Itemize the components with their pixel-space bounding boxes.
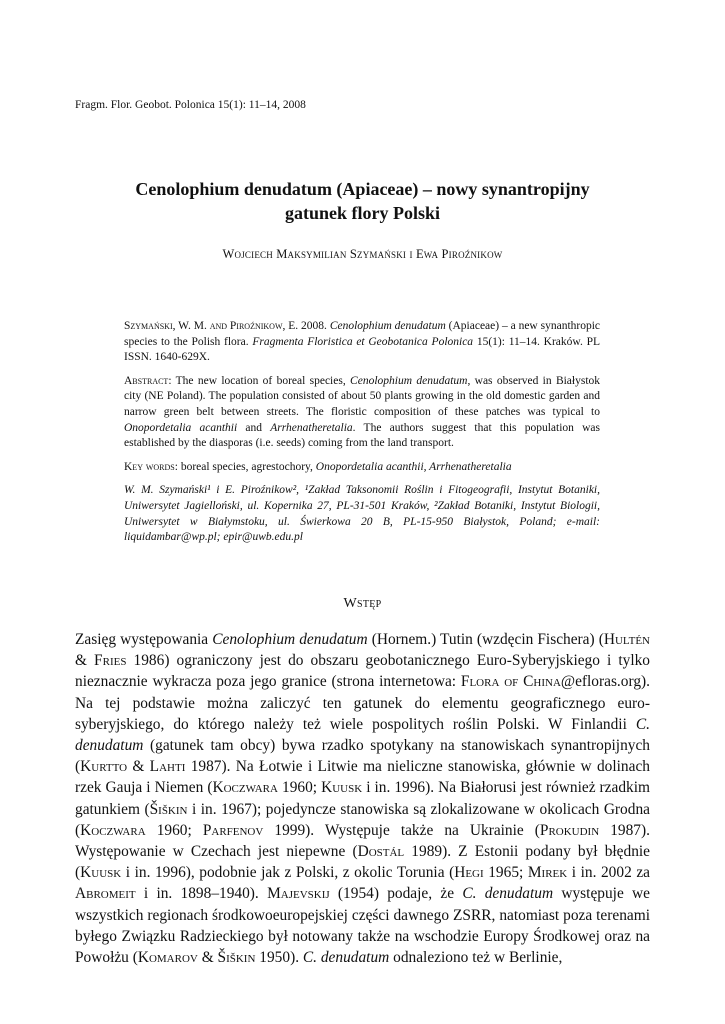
citation-author: Koczwara <box>80 821 146 839</box>
citation-author: Hultén & Fries <box>75 631 650 670</box>
body-text: i in. 2002 za <box>571 864 650 882</box>
citation-author: Komarov & Šiškin <box>137 949 256 967</box>
body-text: 1987). Na Łotwie i Litwie ma nieliczne stanowiska, głównie w dolinach rzek Gauja i Niemen ( <box>75 758 650 797</box>
title-line-2: gatunek flory Polski <box>284 203 440 223</box>
keywords <box>124 460 600 476</box>
abstract-class: Onopordetalia acanthii <box>124 421 238 434</box>
keywords-italic: Onopordetalia acanthii, Arrhenatheretalia <box>315 460 512 473</box>
body-paragraph <box>75 629 650 968</box>
citation-journal: Fragmenta Floristica et Geobotanica Polonica <box>252 335 474 348</box>
citation-details: 15(1): 11–14. Kraków. PL ISSN. 1640-629X. <box>124 335 600 364</box>
species-name: C. denudatum <box>462 885 554 903</box>
body-text: 1950). <box>259 949 300 967</box>
citation-author: Kuusk <box>321 779 363 797</box>
citation-author: Abromeit <box>75 885 136 903</box>
citation-author: Dostál <box>357 843 405 861</box>
citation-author: Koczwara <box>212 779 278 797</box>
body-text: 1987). Występowanie w Czechach jest niepewne ( <box>75 821 650 861</box>
keywords-text: boreal species, agrestochory, <box>180 460 313 473</box>
abstract-paragraph <box>124 374 600 452</box>
species-name: C. denudatum <box>75 715 650 755</box>
citation-author: Hegi <box>454 864 484 882</box>
keywords-label: Key words: <box>124 460 178 473</box>
body-text: (gatunek tam obcy) bywa rzadko spotykany na stanowiskach synantropijnych ( <box>75 737 650 776</box>
article-title <box>60 177 665 225</box>
citation-text: (Apiaceae) – a new synanthropic species to the Polish flora. <box>124 320 601 348</box>
citation-author: Kuusk <box>80 864 122 882</box>
section-heading: Wstęp <box>343 596 382 611</box>
abstract-class: Arrhenatheretalia <box>270 421 353 434</box>
body-text: @efloras.org). Na tej podstawie można zaliczyć ten gatunek do elementu geograficznego euro-syberyjskiego, do którego należy też wiele pospolitych roślin Polski. W Finlandii <box>75 673 650 733</box>
citation-source: Flora of China <box>460 673 561 691</box>
citation-author: Majevskij <box>267 885 330 903</box>
abstract-text: The new location of boreal species, <box>175 374 346 387</box>
abstract-text: , was observed in Białystok city (NE Poland). The population consisted of about 50 plants growing in the old domestic garden and narrow green belt between streets. The floristic composition of these patches was typical to <box>124 374 601 418</box>
citation-author: Mirek <box>527 864 568 882</box>
affiliation <box>124 483 600 545</box>
body-text: i in. 1996), podobnie jak z Polski, z okolic Torunia ( <box>125 864 455 882</box>
body-text: i in. 1967); pojedyncze stanowiska są zlokalizowane w okolicach Grodna ( <box>75 800 650 839</box>
body-text: i in. 1898–1940). <box>143 885 259 903</box>
body-text: 1960; <box>282 779 318 797</box>
body-text: Zasięg występowania <box>75 631 209 648</box>
abstract-species: Cenolophium denudatum <box>350 374 468 387</box>
body-text: (Hornem.) Tutin (wzdęcin Fischera) ( <box>371 631 604 648</box>
abstract-text: . The authors suggest that this population was established by the diasporas (i.e. seeds) coming from the land transport. <box>124 421 601 450</box>
body-text: (1954) podaje, że <box>337 885 455 903</box>
abstract-text: and <box>245 421 263 434</box>
body-text: 1999). Występuje także na Ukrainie ( <box>274 821 540 839</box>
body-text: odnaleziono też w Berlinie, <box>393 949 563 967</box>
title-line-1: Cenolophium denudatum (Apiaceae) – nowy synantropijny <box>135 179 590 199</box>
body-text: 1986) ograniczony jest do obszaru geobotanicznego Euro-Syberyjskiego i tylko nieznacznie wykracza poza jego granice (strona internetowa: <box>75 652 650 691</box>
citation-author: Prokudin <box>539 821 600 839</box>
body-text: występuje we wszystkich regionach środkowoeuropejskiej części dawnego ZSRR, natomiast poza terenami byłego Związku Radzieckiego był notowany także na wschodzie Europy Środkowej oraz na Powołżu ( <box>75 885 650 967</box>
body-text: 1960; <box>156 821 192 839</box>
affiliation-text: W. M. Szymański¹ i E. Piroźnikow², ¹Zakład Taksonomii Roślin i Fitogeografii, Instytut Botaniki, Uniwersytet Jagielloński, ul. Kopernika 27, PL-31-501 Kraków, ²Zakład Botaniki, Instytut Biologii, Uniwersytet w Białymstoku, ul. Świerkowa 20 B, PL-15-950 Białystok, Poland; e-mail: liquidambar@wp.pl; epir@uwb.edu.pl <box>124 484 600 544</box>
citation-author: Parfenov <box>202 821 264 839</box>
species-name: C. denudatum <box>302 949 390 967</box>
abstract-block <box>124 319 600 554</box>
citation-author: Šiškin <box>149 800 188 818</box>
abstract-label: Abstract: <box>124 374 172 387</box>
journal-reference: Fragm. Flor. Geobot. Polonica 15(1): 11–14, 2008 <box>75 99 306 111</box>
species-name: Cenolophium denudatum <box>212 631 368 648</box>
citation-species: Cenolophium denudatum <box>329 320 446 332</box>
author-list: Wojciech Maksymilian Szymański i Ewa Piroźnikow <box>222 247 503 261</box>
body-text: 1965; <box>488 864 524 882</box>
citation <box>124 319 600 366</box>
citation-author: Kurtto & Lahti <box>80 758 186 776</box>
citation-authors: Szymański, W. M. and Piroźnikow, E. 2008. <box>124 320 327 332</box>
body-text: i in. 1996). Na Białorusi jest również rzadkim gatunkiem ( <box>75 779 650 818</box>
body-text: 1989). Z Estonii podany był błędnie ( <box>75 843 650 882</box>
